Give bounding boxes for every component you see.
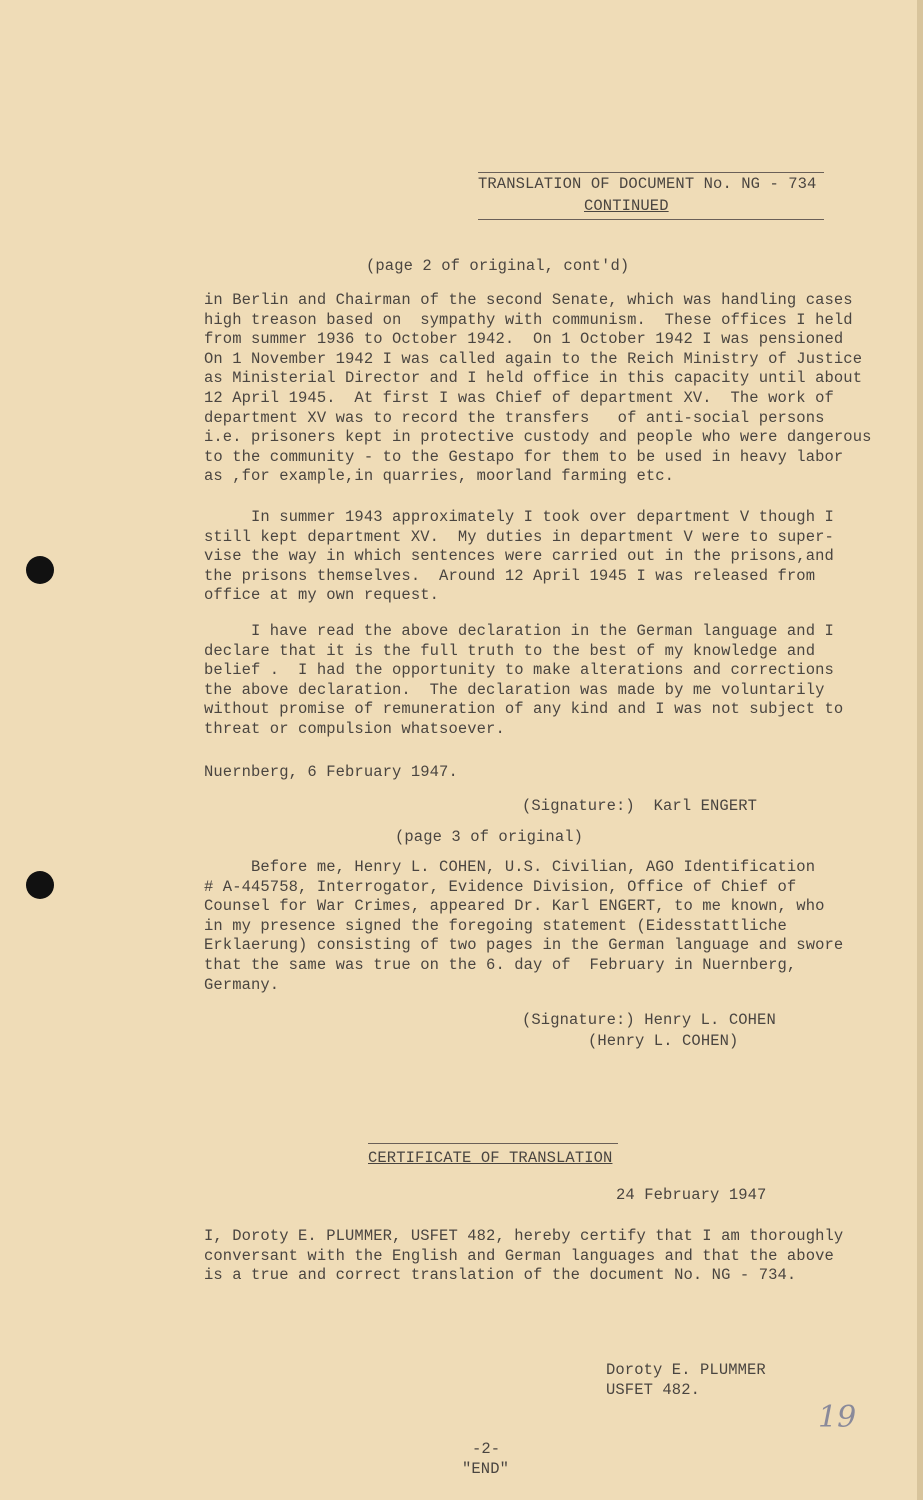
paragraph-4: [204, 858, 843, 995]
text-line: in my presence signed the foregoing statement (Eidesstattliche: [204, 916, 787, 935]
footer-end: "END": [462, 1460, 510, 1478]
text-line: high treason based on sympathy with communism. These offices I held: [204, 310, 853, 329]
continued-label: CONTINUED: [584, 197, 669, 215]
text-line: conversant with the English and German languages and that the above: [204, 1246, 834, 1265]
signature-engert: (Signature:) Karl ENGERT: [522, 797, 758, 815]
text-line: is a true and correct translation of the document No. NG - 734.: [204, 1266, 797, 1285]
text-line: i.e. prisoners kept in protective custody and people who were dangerous: [204, 428, 872, 447]
paragraph-3: [204, 622, 843, 740]
text-line: still kept department XV. My duties in department V were to super-: [204, 527, 834, 546]
text-line: that the same was true on the 6. day of February in Nuernberg,: [204, 955, 797, 974]
punch-hole: [26, 871, 54, 899]
text-line: vise the way in which sentences were carried out in the prisons,and: [204, 547, 834, 566]
text-line: as ,for example,in quarries, moorland farming etc.: [204, 467, 675, 486]
paragraph-1: [204, 291, 872, 487]
page-note: (page 2 of original, cont'd): [366, 257, 630, 275]
page-edge: [917, 0, 923, 1500]
certificate-date: 24 February 1947: [616, 1186, 767, 1204]
text-line: the above declaration. The declaration was made by me voluntarily: [204, 680, 825, 699]
text-line: as Ministerial Director and I held office in this capacity until about: [204, 369, 863, 388]
text-line: declare that it is the full truth to the best of my knowledge and: [204, 641, 816, 660]
text-line: 12 April 1945. At first I was Chief of department XV. The work of: [204, 388, 834, 407]
text-line: threat or compulsion whatsoever.: [204, 719, 505, 738]
text-line: without promise of remuneration of any kind and I was not subject to: [204, 700, 844, 719]
document-title: TRANSLATION OF DOCUMENT No. NG - 734: [478, 175, 817, 193]
text-line: # A-445758, Interrogator, Evidence Division, Office of Chief of: [204, 877, 797, 896]
header-rule-bottom: [478, 219, 824, 220]
header-rule-top: [478, 172, 824, 173]
translator-unit: USFET 482.: [606, 1381, 701, 1399]
text-line: the prisons themselves. Around 12 April 1945 I was released from: [204, 566, 816, 585]
certificate-body: [204, 1227, 843, 1286]
punch-hole: [26, 556, 54, 584]
paragraph-2: [204, 508, 834, 606]
text-line: from summer 1936 to October 1942. On 1 October 1942 I was pensioned: [204, 330, 844, 349]
certificate-rule: [368, 1143, 618, 1144]
certificate-title: CERTIFICATE OF TRANSLATION: [368, 1149, 613, 1167]
text-line: office at my own request.: [204, 586, 440, 605]
text-line: Counsel for War Crimes, appeared Dr. Karl ENGERT, to me known, who: [204, 897, 825, 916]
footer-page-number: -2-: [472, 1440, 501, 1458]
text-line: In summer 1943 approximately I took over department V though I: [204, 508, 834, 526]
page-note: (page 3 of original): [395, 828, 584, 846]
text-line: belief . I had the opportunity to make alterations and corrections: [204, 661, 834, 680]
text-line: in Berlin and Chairman of the second Senate, which was handling cases: [204, 291, 853, 309]
text-line: Germany.: [204, 975, 280, 994]
text-line: On 1 November 1942 I was called again to the Reich Ministry of Justice: [204, 349, 863, 368]
text-line: to the community - to the Gestapo for them to be used in heavy labor: [204, 447, 844, 466]
translator-name: Doroty E. PLUMMER: [606, 1361, 766, 1379]
text-line: Erklaerung) consisting of two pages in the German language and swore: [204, 936, 844, 955]
place-date: Nuernberg, 6 February 1947.: [204, 763, 458, 781]
name-cohen: (Henry L. COHEN): [588, 1032, 739, 1050]
text-line: I have read the above declaration in the German language and I: [204, 622, 834, 640]
text-line: Before me, Henry L. COHEN, U.S. Civilian, AGO Identification: [204, 858, 816, 876]
text-line: department XV was to record the transfers of anti-social persons: [204, 408, 825, 427]
signature-cohen: (Signature:) Henry L. COHEN: [522, 1011, 776, 1029]
handwritten-page-number: 19: [818, 1400, 857, 1435]
text-line: I, Doroty E. PLUMMER, USFET 482, hereby certify that I am thoroughly: [204, 1227, 844, 1245]
